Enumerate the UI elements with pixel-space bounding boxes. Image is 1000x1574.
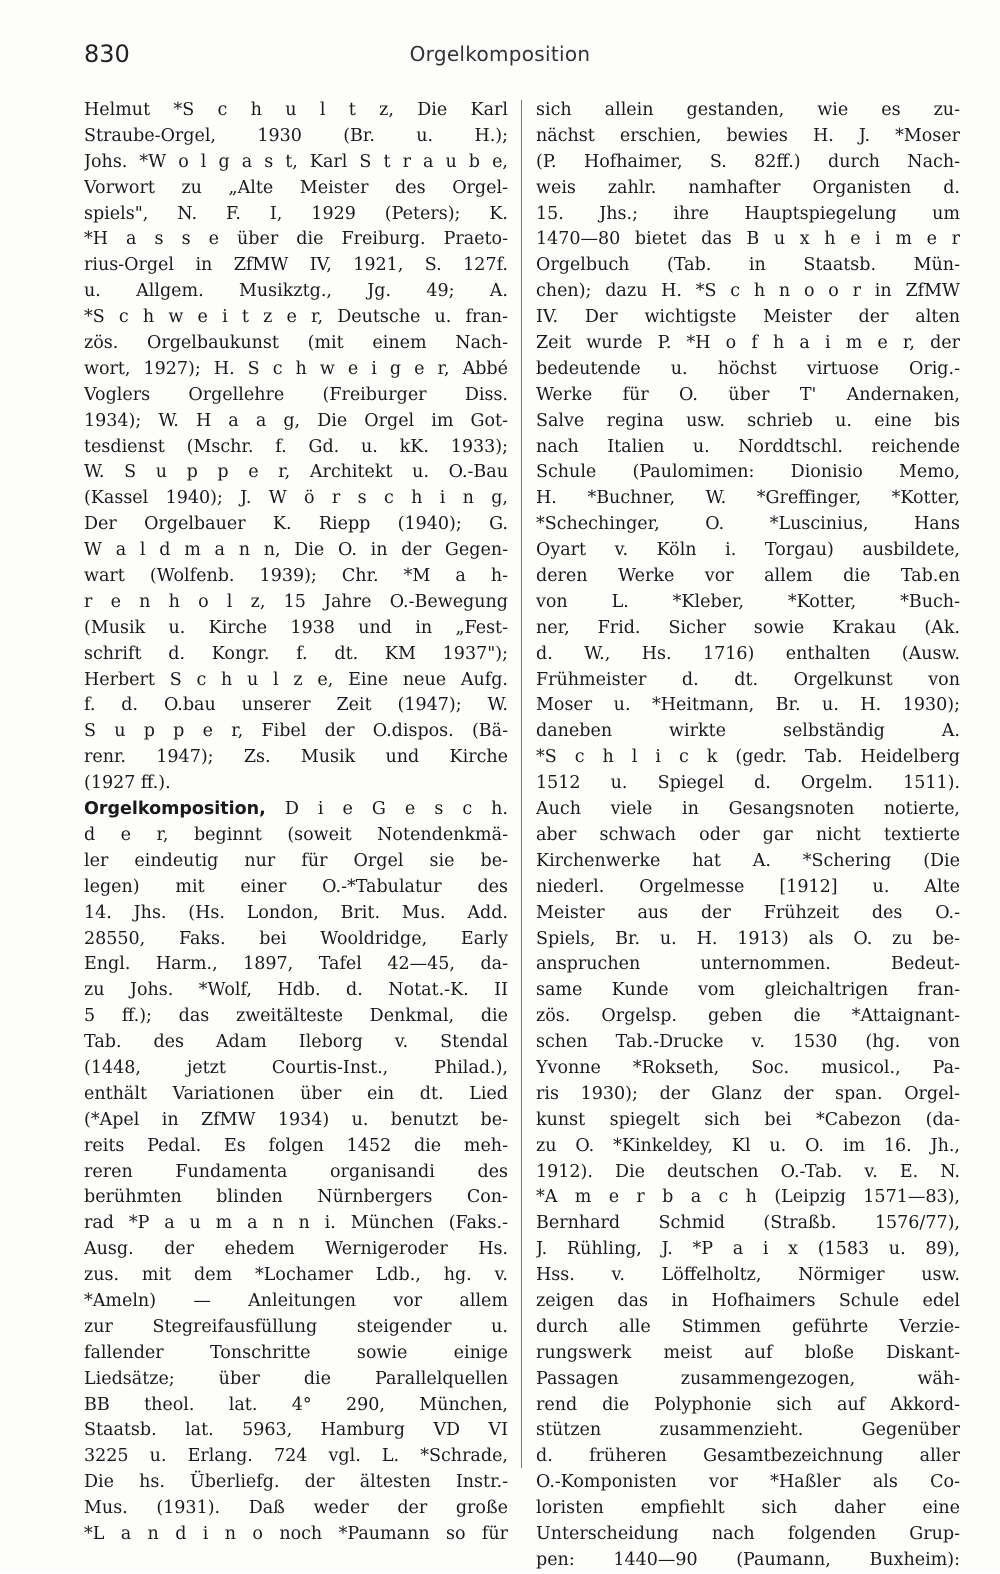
text-line: Moser u. *Heitmann, Br. u. H. 1930); [536, 695, 960, 716]
text-line: Orgelbuch (Tab. in Staatsb. Mün- [536, 255, 960, 276]
text-line: H. *Buchner, W. *Greffinger, *Kotter, [536, 488, 960, 509]
column-divider [521, 100, 522, 1468]
text-line: Ausg. der ehedem Wernigeroder Hs. [84, 1239, 508, 1260]
text-line: reits Pedal. Es folgen 1452 die meh- [84, 1135, 508, 1156]
text-line: *S c h w e i t z e r, Deutsche u. fran- [84, 307, 508, 328]
text-line: aber schwach oder gar nicht textierte [536, 824, 960, 845]
text-line: loristen empfiehlt sich daher eine [536, 1498, 960, 1519]
text-line: von L. *Kleber, *Kotter, *Buch- [536, 591, 960, 612]
text-line: rad *P a u m a n n i. München (Faks.- [84, 1213, 508, 1234]
text-line: Voglers Orgellehre (Freiburger Diss. [84, 384, 508, 405]
text-line: fallender Tonschritte sowie einige [84, 1342, 508, 1363]
text-line: tesdienst (Mschr. f. Gd. u. kK. 1933); [84, 436, 508, 457]
text-line: schen Tab.-Drucke v. 1530 (hg. von [536, 1032, 960, 1053]
text-line: d. früheren Gesamtbezeichnung aller [536, 1446, 960, 1467]
text-line: Schule (Paulomimen: Dionisio Memo, [536, 462, 960, 483]
entry-headword: Orgelkomposition, [84, 799, 266, 820]
text-line: Salve regina usw. schrieb u. eine bis [536, 410, 960, 431]
text-line: weis zahlr. namhafter Organisten d. [536, 177, 960, 198]
text-line: zur Stegreifausfüllung steigender u. [84, 1316, 508, 1337]
text-line: zu Johs. *Wolf, Hdb. d. Notat.-K. II [84, 980, 508, 1001]
text-line: 15. Jhs.; ihre Hauptspiegelung um [536, 203, 960, 224]
text-line: (*Apel in ZfMW 1934) u. benutzt be- [84, 1109, 508, 1130]
text-line: Unterscheidung nach folgenden Grup- [536, 1523, 960, 1544]
text-line: f. d. O.bau unserer Zeit (1947); W. [84, 695, 508, 716]
text-line: schrift d. Kongr. f. dt. KM 1937"); [84, 643, 508, 664]
text-line: rius-Orgel in ZfMW IV, 1921, S. 127f. [84, 255, 508, 276]
text-line: Frühmeister d. dt. Orgelkunst von [536, 669, 960, 690]
text-line: Oyart v. Köln i. Torgau) ausbildete, [536, 540, 960, 561]
text-line: zös. Orgelbaukunst (mit einem Nach- [84, 333, 508, 354]
text-line: pen: 1440—90 (Paumann, Buxheim): [536, 1549, 960, 1570]
text-line: J. Rühling, J. *P a i x (1583 u. 89), [536, 1239, 960, 1260]
text-line: kunst spiegelt sich bei *Cabezon (da- [536, 1109, 960, 1130]
text-line: (Kassel 1940); J. W ö r s c h i n g, [84, 488, 508, 509]
text-line: Werke für O. über T' Andernaken, [536, 384, 960, 405]
text-line: W a l d m a n n, Die O. in der Gegen- [84, 540, 508, 561]
text-line: chen); dazu H. *S c h n o o r in ZfMW [536, 281, 960, 302]
text-line: Herbert S c h u l z e, Eine neue Aufg. [84, 669, 508, 690]
text-line: 28550, Faks. bei Wooldridge, Early [84, 928, 508, 949]
text-line: same Kunde vom gleichaltrigen fran- [536, 980, 960, 1001]
text-line: legen) mit einer O.-*Tabulatur des [84, 876, 508, 897]
text-line: *S c h l i c k (gedr. Tab. Heidelberg [536, 747, 960, 768]
text-line: renr. 1947); Zs. Musik und Kirche [84, 747, 508, 768]
text-line: reren Fundamenta organisandi des [84, 1161, 508, 1182]
text-line: stützen zusammenzieht. Gegenüber [536, 1420, 960, 1441]
entry-heading-line [84, 797, 508, 823]
text-line: 5 ff.); das zweitälteste Denkmal, die [84, 1006, 508, 1027]
text-line: O.-Komponisten vor *Haßler als Co- [536, 1472, 960, 1493]
text-line: ler eindeutig nur für Orgel sie be- [84, 850, 508, 871]
text-line: 14. Jhs. (Hs. London, Brit. Mus. Add. [84, 902, 508, 923]
text-line: (Musik u. Kirche 1938 und in „Fest- [84, 617, 508, 638]
text-line: wart (Wolfenb. 1939); Chr. *M a h- [84, 566, 508, 587]
text-line: S u p p e r, Fibel der O.dispos. (Bä- [84, 721, 508, 742]
text-line: deren Werke vor allem die Tab.en [536, 566, 960, 587]
text-line: Liedsätze; über die Parallelquellen [84, 1368, 508, 1389]
text-line: (1448, jetzt Courtis-Inst., Philad.), [84, 1057, 508, 1078]
text-line: 3225 u. Erlang. 724 vgl. L. *Schrade, [84, 1446, 508, 1467]
entry-text-start: D i e G e s c h. [284, 799, 508, 820]
text-line: zeigen das in Hofhaimers Schule edel [536, 1290, 960, 1311]
page-header [84, 40, 916, 76]
text-line: d e r, beginnt (soweit Notendenkmä- [84, 824, 508, 845]
text-line: *L a n d i n o noch *Paumann so für [84, 1523, 508, 1544]
text-line: 1470—80 bietet das B u x h e i m e r [536, 229, 960, 250]
text-line: nach Italien u. Norddtschl. reichende [536, 436, 960, 457]
text-line: Hss. v. Löffelholtz, Nörmiger usw. [536, 1265, 960, 1286]
text-line: rungswerk meist auf bloße Diskant- [536, 1342, 960, 1363]
left-column [84, 98, 508, 1548]
page-number: 830 [84, 40, 130, 68]
text-line: wort, 1927); H. S c h w e i g e r, Abbé [84, 358, 508, 379]
text-line: rend die Polyphonie sich auf Akkord- [536, 1394, 960, 1415]
text-line: zu O. *Kinkeldey, Kl u. O. im 16. Jh., [536, 1135, 960, 1156]
running-head: Orgelkomposition [409, 42, 591, 66]
right-column [536, 98, 960, 1574]
text-line: IV. Der wichtigste Meister der alten [536, 307, 960, 328]
text-line: 1512 u. Spiegel d. Orgelm. 1511). [536, 773, 960, 794]
text-line: 1912). Die deutschen O.-Tab. v. E. N. [536, 1161, 960, 1182]
text-line: Spiels, Br. u. H. 1913) als O. zu be- [536, 928, 960, 949]
text-line: Johs. *W o l g a s t, Karl S t r a u b e, [84, 151, 508, 172]
text-line: Meister aus der Frühzeit des O.- [536, 902, 960, 923]
text-line: (1927 ff.). [84, 773, 171, 794]
text-line: 1934); W. H a a g, Die Orgel im Got- [84, 410, 508, 431]
text-line: durch alle Stimmen geführte Verzie- [536, 1316, 960, 1337]
text-line: Yvonne *Rokseth, Soc. musicol., Pa- [536, 1057, 960, 1078]
text-line: zös. Orgelsp. geben die *Attaignant- [536, 1006, 960, 1027]
text-line: Mus. (1931). Daß weder der große [84, 1498, 508, 1519]
text-line: *A m e r b a c h (Leipzig 1571—83), [536, 1187, 960, 1208]
text-line: anspruchen unternommen. Bedeut- [536, 954, 960, 975]
text-line: Helmut *S c h u l t z, Die Karl [84, 100, 508, 120]
text-line: niederl. Orgelmesse [1912] u. Alte [536, 876, 960, 897]
text-line: d. W., Hs. 1716) enthalten (Ausw. [536, 643, 960, 664]
text-line: BB theol. lat. 4° 290, München, [84, 1394, 508, 1415]
text-line: Staatsb. lat. 5963, Hamburg VD VI [84, 1420, 508, 1441]
text-line: bedeutende u. höchst virtuose Orig.- [536, 358, 960, 379]
text-line: Bernhard Schmid (Straßb. 1576/77), [536, 1213, 960, 1234]
text-line: r e n h o l z, 15 Jahre O.-Bewegung [84, 591, 508, 612]
text-columns [84, 98, 962, 1570]
text-line: berühmten blinden Nürnbergers Con- [84, 1187, 508, 1208]
text-line: Straube-Orgel, 1930 (Br. u. H.); [84, 125, 508, 146]
text-line: enthält Variationen über ein dt. Lied [84, 1083, 508, 1104]
text-line: Der Orgelbauer K. Riepp (1940); G. [84, 514, 508, 535]
text-line: *H a s s e über die Freiburg. Praeto- [84, 229, 508, 250]
text-line: Kirchenwerke hat A. *Schering (Die [536, 850, 960, 871]
text-line: zus. mit dem *Lochamer Ldb., hg. v. [84, 1265, 508, 1286]
text-line: Passagen zusammengezogen, wäh- [536, 1368, 960, 1389]
text-line: ner, Frid. Sicher sowie Krakau (Ak. [536, 617, 960, 638]
text-line: ris 1930); der Glanz der span. Orgel- [536, 1083, 960, 1104]
text-line: W. S u p p e r, Architekt u. O.-Bau [84, 462, 508, 483]
text-line: spiels", N. F. I, 1929 (Peters); K. [84, 203, 508, 224]
text-line: u. Allgem. Musikztg., Jg. 49; A. [84, 281, 508, 302]
text-line: Tab. des Adam Ileborg v. Stendal [84, 1032, 508, 1053]
text-line: Vorwort zu „Alte Meister des Orgel- [84, 177, 508, 198]
text-line: Die hs. Überliefg. der ältesten Instr.- [84, 1472, 508, 1493]
text-line: Zeit wurde P. *H o f h a i m e r, der [536, 333, 960, 354]
text-line: daneben wirkte selbständig A. [536, 721, 960, 742]
text-line: Engl. Harm., 1897, Tafel 42—45, da- [84, 954, 508, 975]
text-line: *Ameln) — Anleitungen vor allem [84, 1290, 508, 1311]
text-line: Auch viele in Gesangsnoten notierte, [536, 799, 960, 820]
text-line: sich allein gestanden, wie es zu- [536, 100, 960, 120]
text-line: *Schechinger, O. *Luscinius, Hans [536, 514, 960, 535]
text-line: (P. Hofhaimer, S. 82ff.) durch Nach- [536, 151, 960, 172]
text-line: nächst erschien, bewies H. J. *Moser [536, 125, 960, 146]
